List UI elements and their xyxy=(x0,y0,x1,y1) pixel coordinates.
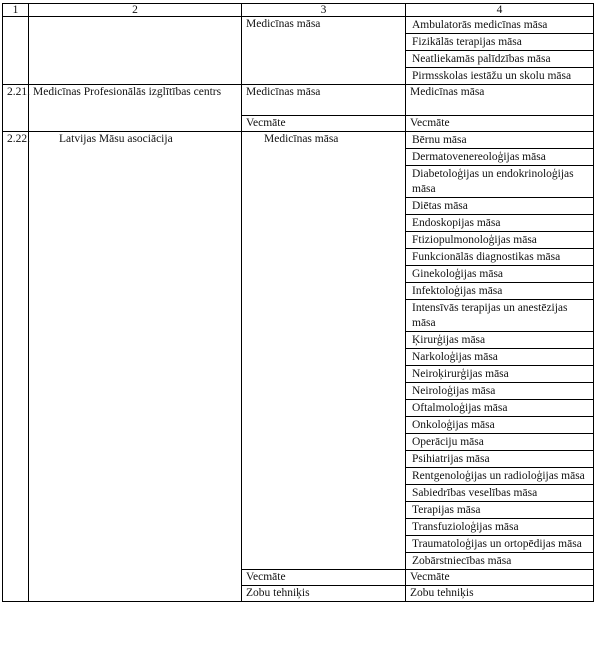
specialty-name: Traumatoloģijas un ortopēdijas māsa xyxy=(406,536,593,553)
specialty-name: Transfuzioloģijas māsa xyxy=(406,519,593,536)
table-row xyxy=(3,85,594,116)
list-item xyxy=(406,198,593,215)
table-row xyxy=(3,17,594,85)
header-cell: 3 xyxy=(242,4,406,17)
program-name: Vecmāte xyxy=(242,570,406,586)
specialty-name: Neiroķirurģijas māsa xyxy=(406,366,593,383)
specialty-name: Neatliekamās palīdzības māsa xyxy=(406,51,593,68)
row-number: 2.21. xyxy=(3,85,29,132)
header-cell: 1 xyxy=(3,4,29,17)
list-item xyxy=(406,400,593,417)
header-row xyxy=(3,4,594,17)
specialty-name: Dermatovenereoloģijas māsa xyxy=(406,149,593,166)
list-item xyxy=(406,502,593,519)
specialty-name: Ķirurģijas māsa xyxy=(406,332,593,349)
row-number: 2.22. xyxy=(3,132,29,602)
list-item xyxy=(406,383,593,400)
header-cell: 2 xyxy=(29,4,242,17)
list-item xyxy=(406,300,593,332)
specialty-list xyxy=(406,132,594,570)
specialty-name: Bērnu māsa xyxy=(406,132,593,149)
list-item xyxy=(406,468,593,485)
specialty-name: Terapijas māsa xyxy=(406,502,593,519)
specialty-name: Fizikālās terapijas māsa xyxy=(406,34,593,51)
list-item xyxy=(406,536,593,553)
specialty-name: Rentgenoloģijas un radioloģijas māsa xyxy=(406,468,593,485)
program-name: Medicīnas māsa xyxy=(242,132,406,570)
list-item xyxy=(406,51,593,68)
specialty-name: Infektoloģijas māsa xyxy=(406,283,593,300)
program-name: Medicīnas māsa xyxy=(242,17,406,85)
list-item xyxy=(406,249,593,266)
specialty-name: Sabiedrības veselības māsa xyxy=(406,485,593,502)
organization-name xyxy=(29,17,242,85)
program-name: Vecmāte xyxy=(242,116,406,132)
specialty-name: Vecmāte xyxy=(406,570,594,586)
specialty-name: Neiroloģijas māsa xyxy=(406,383,593,400)
specialty-name: Ftiziopulmonoloģijas māsa xyxy=(406,232,593,249)
list-item xyxy=(406,519,593,536)
list-item xyxy=(406,283,593,300)
list-item xyxy=(406,417,593,434)
qualification-table xyxy=(2,3,594,602)
specialty-name: Intensīvās terapijas un anestēzijas māsa xyxy=(406,300,593,332)
table-row xyxy=(3,132,594,570)
specialty-name: Vecmāte xyxy=(406,116,594,132)
list-item xyxy=(406,485,593,502)
organization-name: Latvijas Māsu asociācija xyxy=(29,132,242,602)
list-item xyxy=(406,266,593,283)
list-item xyxy=(406,215,593,232)
list-item xyxy=(406,349,593,366)
header-cell: 4 xyxy=(406,4,594,17)
specialty-name: Diētas māsa xyxy=(406,198,593,215)
list-item xyxy=(406,451,593,468)
specialty-name: Operāciju māsa xyxy=(406,434,593,451)
specialty-name: Psihiatrijas māsa xyxy=(406,451,593,468)
list-item xyxy=(406,166,593,198)
specialty-name: Endoskopijas māsa xyxy=(406,215,593,232)
specialty-name: Medicīnas māsa xyxy=(406,85,594,116)
specialty-name: Ambulatorās medicīnas māsa xyxy=(406,17,593,34)
organization-name: Medicīnas Profesionālās izglītības centrs xyxy=(29,85,242,132)
specialty-name: Onkoloģijas māsa xyxy=(406,417,593,434)
list-item xyxy=(406,434,593,451)
list-item xyxy=(406,553,593,570)
specialty-name: Zobārstniecības māsa xyxy=(412,555,512,567)
row-number xyxy=(3,17,29,85)
specialty-name: Ginekoloģijas māsa xyxy=(406,266,593,283)
specialty-name: Pirmsskolas iestāžu un skolu māsa xyxy=(412,70,572,82)
list-item xyxy=(406,332,593,349)
list-item xyxy=(406,232,593,249)
list-item xyxy=(406,132,593,149)
specialty-name: Narkoloģijas māsa xyxy=(406,349,593,366)
specialty-name: Oftalmoloģijas māsa xyxy=(406,400,593,417)
specialty-name: Diabetoloģijas un endokrinoloģijas māsa xyxy=(406,166,593,198)
list-item xyxy=(406,366,593,383)
list-item xyxy=(406,17,593,34)
specialty-name: Funkcionālās diagnostikas māsa xyxy=(406,249,593,266)
specialty-name: Zobu tehniķis xyxy=(406,586,594,602)
list-item xyxy=(406,68,593,85)
list-item xyxy=(406,34,593,51)
program-name: Zobu tehniķis xyxy=(242,586,406,602)
program-name: Medicīnas māsa xyxy=(242,85,406,116)
list-item xyxy=(406,149,593,166)
specialty-list xyxy=(406,17,594,85)
